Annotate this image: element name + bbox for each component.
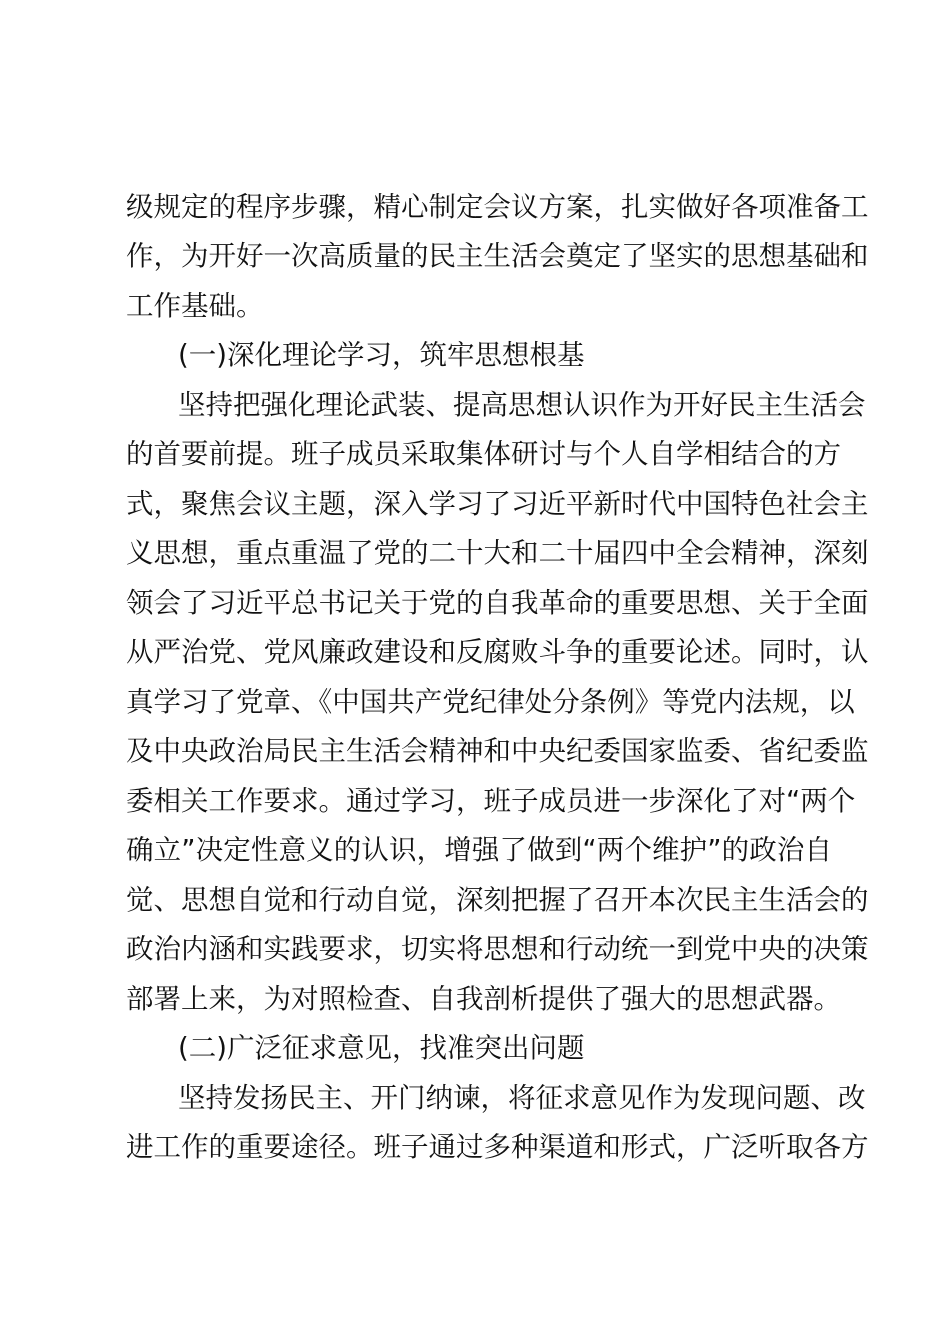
body-line: 政治内涵和实践要求，切实将思想和行动统一到党中央的决策: [126, 933, 869, 965]
body-line: 领会了习近平总书记关于党的自我革命的重要思想、关于全面: [126, 587, 869, 619]
body-line: 确立”决定性意义的认识，增强了做到“两个维护”的政治自: [126, 834, 832, 866]
body-line: 作，为开好一次高质量的民主生活会奠定了坚实的思想基础和: [126, 240, 869, 272]
body-line: 从严治党、党风廉政建设和反腐败斗争的重要论述。同时，认: [126, 636, 869, 668]
section-heading-2: (二)广泛征求意见，找准突出问题: [178, 1032, 585, 1064]
body-line: 觉、思想自觉和行动自觉，深刻把握了召开本次民主生活会的: [126, 884, 869, 916]
body-line: 委相关工作要求。通过学习，班子成员进一步深化了对“两个: [126, 785, 856, 817]
body-line: 式，聚焦会议主题，深入学习了习近平新时代中国特色社会主: [126, 488, 869, 520]
body-line: 进工作的重要途径。班子通过多种渠道和形式，广泛听取各方: [126, 1131, 869, 1163]
paragraph-start-line: 坚持发扬民主、开门纳谏，将征求意见作为发现问题、改: [178, 1082, 866, 1114]
body-line: 的首要前提。班子成员采取集体研讨与个人自学相结合的方: [126, 438, 841, 470]
body-line: 级规定的程序步骤，精心制定会议方案，扎实做好各项准备工: [126, 191, 869, 223]
section-heading-1: (一)深化理论学习，筑牢思想根基: [178, 339, 585, 371]
body-line: 义思想，重点重温了党的二十大和二十届四中全会精神，深刻: [126, 537, 869, 569]
body-line: 部署上来，为对照检查、自我剖析提供了强大的思想武器。: [126, 983, 841, 1015]
paragraph-start-line: 坚持把强化理论武装、提高思想认识作为开好民主生活会: [178, 389, 866, 421]
body-line: 真学习了党章、《中国共产党纪律处分条例》等党内法规，以: [126, 686, 855, 718]
body-line: 工作基础。: [126, 290, 264, 322]
body-line: 及中央政治局民主生活会精神和中央纪委国家监委、省纪委监: [126, 735, 869, 767]
